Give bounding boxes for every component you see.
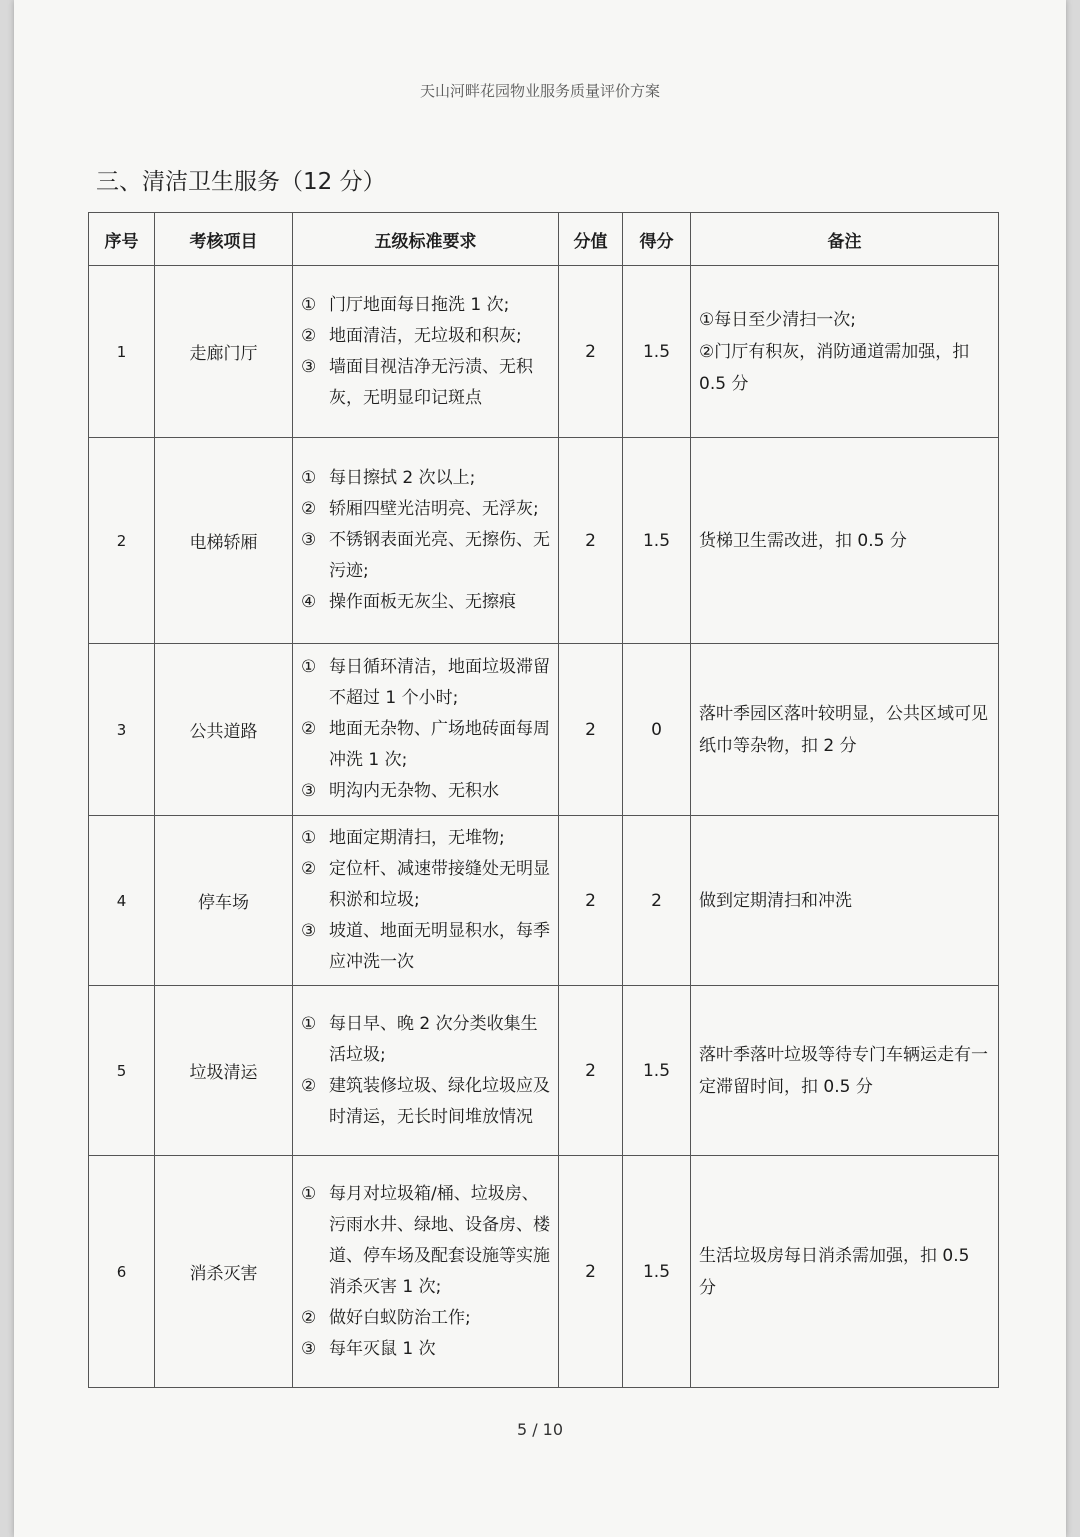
requirement-item (301, 854, 550, 916)
requirement-text: 操作面板无灰尘、无擦痕 (329, 592, 516, 612)
row-score: 2 (559, 644, 623, 816)
row-index: 1 (89, 266, 155, 438)
row-standard (293, 266, 559, 438)
requirement-text: 墙面目视洁净无污渍、无积灰，无明显印记斑点 (329, 356, 533, 408)
document-page (14, 0, 1066, 1537)
requirement-item (301, 1071, 550, 1133)
row-remark: 做到定期清扫和冲洗 (691, 816, 999, 986)
requirement-text: 做好白蚁防治工作; (329, 1307, 471, 1328)
row-obtained: 1.5 (623, 266, 691, 438)
requirement-text: 建筑装修垃圾、绿化垃圾应及时清运，无长时间堆放情况 (329, 1075, 550, 1127)
table-row (89, 816, 999, 986)
requirement-item (301, 1009, 550, 1071)
requirement-number: ① (301, 294, 317, 315)
row-standard (293, 1156, 559, 1388)
requirement-number: ③ (301, 921, 317, 941)
requirement-number: ② (301, 325, 317, 346)
requirement-number: ① (301, 828, 317, 848)
requirement-number: ① (301, 468, 317, 488)
requirement-number: ③ (301, 781, 317, 801)
requirement-number: ② (301, 859, 317, 879)
row-standard (293, 816, 559, 986)
row-score: 2 (559, 266, 623, 438)
requirement-text: 不锈钢表面光亮、无擦伤、无污迹; (329, 530, 550, 581)
row-index: 5 (89, 986, 155, 1156)
requirement-item (301, 916, 550, 978)
row-item: 电梯轿厢 (155, 438, 293, 644)
requirement-item (301, 525, 550, 587)
row-score: 2 (559, 816, 623, 986)
requirement-number: ② (301, 499, 317, 519)
requirement-item (301, 494, 550, 525)
row-obtained: 1.5 (623, 438, 691, 644)
row-index: 3 (89, 644, 155, 816)
page-number: 5 / 10 (516, 1420, 564, 1439)
row-remark: 货梯卫生需改进，扣 0.5 分 (691, 438, 999, 644)
requirement-text: 每日擦拭 2 次以上; (329, 468, 476, 488)
row-remark: 生活垃圾房每日消杀需加强，扣 0.5 分 (691, 1156, 999, 1388)
requirement-text: 每年灭鼠 1 次 (329, 1338, 436, 1359)
table-row (89, 266, 999, 438)
requirement-number: ① (301, 657, 317, 677)
requirement-text: 定位杆、减速带接缝处无明显积淤和垃圾; (329, 859, 550, 910)
requirement-item (301, 652, 550, 714)
requirement-item (301, 290, 550, 321)
row-obtained: 0 (623, 644, 691, 816)
table-header-row (89, 213, 999, 266)
requirement-item (301, 823, 550, 854)
requirement-number: ③ (301, 1338, 317, 1359)
running-header: 天山河畔花园物业服务质量评价方案 (419, 82, 660, 100)
evaluation-table (88, 212, 999, 1388)
table-body (89, 266, 999, 1388)
row-remark: 落叶季落叶垃圾等待专门车辆运走有一定滞留时间，扣 0.5 分 (691, 986, 999, 1156)
column-header-obtained: 得分 (623, 213, 691, 266)
requirement-item (301, 321, 550, 352)
requirement-text: 地面无杂物、广场地砖面每周冲洗 1 次; (329, 719, 550, 770)
requirement-number: ② (301, 1075, 317, 1096)
requirement-item (301, 352, 550, 414)
requirement-number: ④ (301, 592, 317, 612)
requirement-text: 坡道、地面无明显积水，每季应冲洗一次 (329, 921, 550, 972)
row-item: 走廊门厅 (155, 266, 293, 438)
requirement-text: 每日早、晚 2 次分类收集生活垃圾; (329, 1013, 538, 1065)
column-header-index: 序号 (89, 213, 155, 266)
requirement-text: 每日循环清洁，地面垃圾滞留不超过 1 个小时; (329, 657, 550, 708)
row-obtained: 1.5 (623, 1156, 691, 1388)
row-score: 2 (559, 1156, 623, 1388)
row-standard (293, 644, 559, 816)
row-obtained: 2 (623, 816, 691, 986)
requirement-number: ③ (301, 356, 317, 377)
row-item: 公共道路 (155, 644, 293, 816)
requirement-text: 门厅地面每日拖洗 1 次; (329, 294, 510, 315)
table-row (89, 438, 999, 644)
requirement-item (301, 463, 550, 494)
row-remark: 落叶季园区落叶较明显，公共区域可见纸巾等杂物，扣 2 分 (691, 644, 999, 816)
requirement-text: 明沟内无杂物、无积水 (329, 781, 499, 801)
requirement-item (301, 714, 550, 776)
requirement-number: ③ (301, 530, 317, 550)
row-index: 6 (89, 1156, 155, 1388)
row-standard (293, 986, 559, 1156)
table-row (89, 1156, 999, 1388)
row-index: 4 (89, 816, 155, 986)
requirement-item (301, 1334, 550, 1365)
column-header-remark: 备注 (691, 213, 999, 266)
column-header-standard: 五级标准要求 (293, 213, 559, 266)
row-item: 停车场 (155, 816, 293, 986)
requirement-text: 地面清洁，无垃圾和积灰; (329, 325, 522, 346)
section-title: 三、清洁卫生服务（12 分） (96, 169, 386, 195)
row-item: 垃圾清运 (155, 986, 293, 1156)
requirement-text: 地面定期清扫，无堆物; (329, 828, 505, 848)
requirement-item (301, 587, 550, 618)
column-header-item: 考核项目 (155, 213, 293, 266)
row-standard (293, 438, 559, 644)
requirement-number: ① (301, 1183, 317, 1204)
requirement-number: ② (301, 719, 317, 739)
requirement-item (301, 1303, 550, 1334)
table-row (89, 986, 999, 1156)
requirement-text: 每月对垃圾箱/桶、垃圾房、污雨水井、绿地、设备房、楼道、停车场及配套设施等实施消杀灭害 1 次; (329, 1183, 550, 1297)
row-score: 2 (559, 438, 623, 644)
requirement-item (301, 1179, 550, 1303)
row-item: 消杀灭害 (155, 1156, 293, 1388)
row-index: 2 (89, 438, 155, 644)
column-header-score: 分值 (559, 213, 623, 266)
requirement-item (301, 776, 550, 807)
requirement-text: 轿厢四壁光洁明亮、无浮灰; (329, 499, 539, 519)
row-obtained: 1.5 (623, 986, 691, 1156)
row-remark: ①每日至少清扫一次; ②门厅有积灰，消防通道需加强，扣 0.5 分 (691, 266, 999, 438)
requirement-number: ① (301, 1013, 317, 1034)
row-score: 2 (559, 986, 623, 1156)
requirement-number: ② (301, 1307, 317, 1328)
table-row (89, 644, 999, 816)
